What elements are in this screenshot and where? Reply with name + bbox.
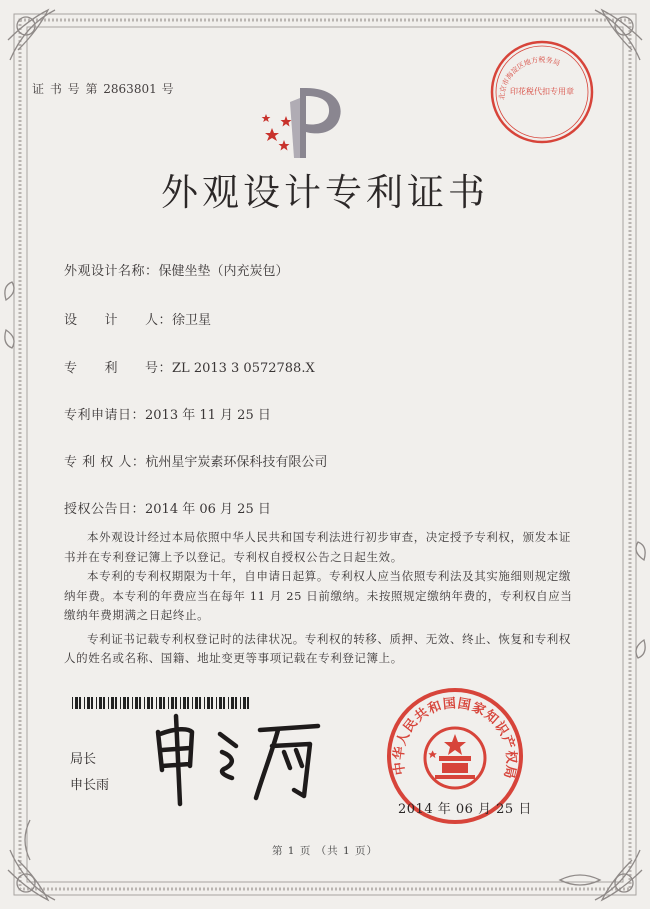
field-patentee-value: 杭州星宇炭素环保科技有限公司 <box>145 455 328 470</box>
seal-date: 2014 年 06 月 25 日 <box>398 802 532 817</box>
field-designer-label: 设 计 人： <box>64 313 173 328</box>
body-paragraph: 本专利的专利权期限为十年，自申请日起算。专利权人应当依照专利法及其实施细则规定缴纳年费。本专利的年费应当在每年 11 月 25 日前缴纳。未按照规定缴纳年费的，专利权自应当缴纳年费期满之日起终止。 <box>64 569 573 622</box>
director-name: 申长雨 <box>70 778 110 793</box>
field-grant-date-value: 2014 年 06 月 25 日 <box>145 502 271 517</box>
certificate-number-value: 2863801 <box>103 82 157 96</box>
field-design-name-label: 外观设计名称： <box>64 264 159 279</box>
tax-stamp-seal <box>488 38 596 146</box>
cnipa-logo-icon <box>260 84 356 166</box>
field-patent-number <box>64 357 315 376</box>
barcode <box>72 697 254 709</box>
director-title: 局长 <box>70 752 97 767</box>
tax-stamp-text: 印花税代扣专用章 <box>510 87 574 96</box>
field-patentee <box>64 451 327 470</box>
field-patent-number-label: 专 利 号： <box>64 361 173 376</box>
certificate-number-label: 证 书 号 第 <box>32 82 99 96</box>
field-grant-date <box>64 498 271 517</box>
field-application-date-label: 专利申请日： <box>64 408 146 423</box>
field-design-name <box>64 260 289 279</box>
certificate-number <box>32 80 175 97</box>
certificate-title: 外观设计专利证书 <box>161 171 489 214</box>
field-designer-value: 徐卫星 <box>172 313 212 328</box>
field-application-date <box>64 404 271 423</box>
field-grant-date-label: 授权公告日： <box>64 502 146 517</box>
field-patent-number-value: ZL 2013 3 0572788.X <box>172 361 315 376</box>
tax-stamp-ring-text: 北京市海淀区地方税务局 <box>497 55 562 101</box>
page-number: 第 1 页 （共 1 页） <box>271 845 379 857</box>
field-designer <box>64 309 211 328</box>
cnipa-seal-text: 中华人民共和国国家知识产权局 <box>391 696 519 781</box>
body-paragraph: 本外观设计经过本局依照中华人民共和国专利法进行初步审查，决定授予专利权，颁发本证书并在专利登记簿上予以登记。专利权自授权公告之日起生效。 <box>64 530 571 564</box>
field-patentee-label: 专 利 权 人： <box>64 455 146 470</box>
body-paragraph: 专利证书记载专利权登记时的法律状况。专利权的转移、质押、无效、终止、恢复和专利权人的姓名或名称、国籍、地址变更等事项记载在专利登记簿上。 <box>64 631 571 665</box>
director-signature <box>150 712 325 807</box>
field-design-name-value: 保健坐垫（内充炭包） <box>158 264 289 279</box>
field-application-date-value: 2013 年 11 月 25 日 <box>145 408 271 423</box>
certificate-number-suffix: 号 <box>161 82 175 96</box>
certificate-body <box>64 528 574 669</box>
